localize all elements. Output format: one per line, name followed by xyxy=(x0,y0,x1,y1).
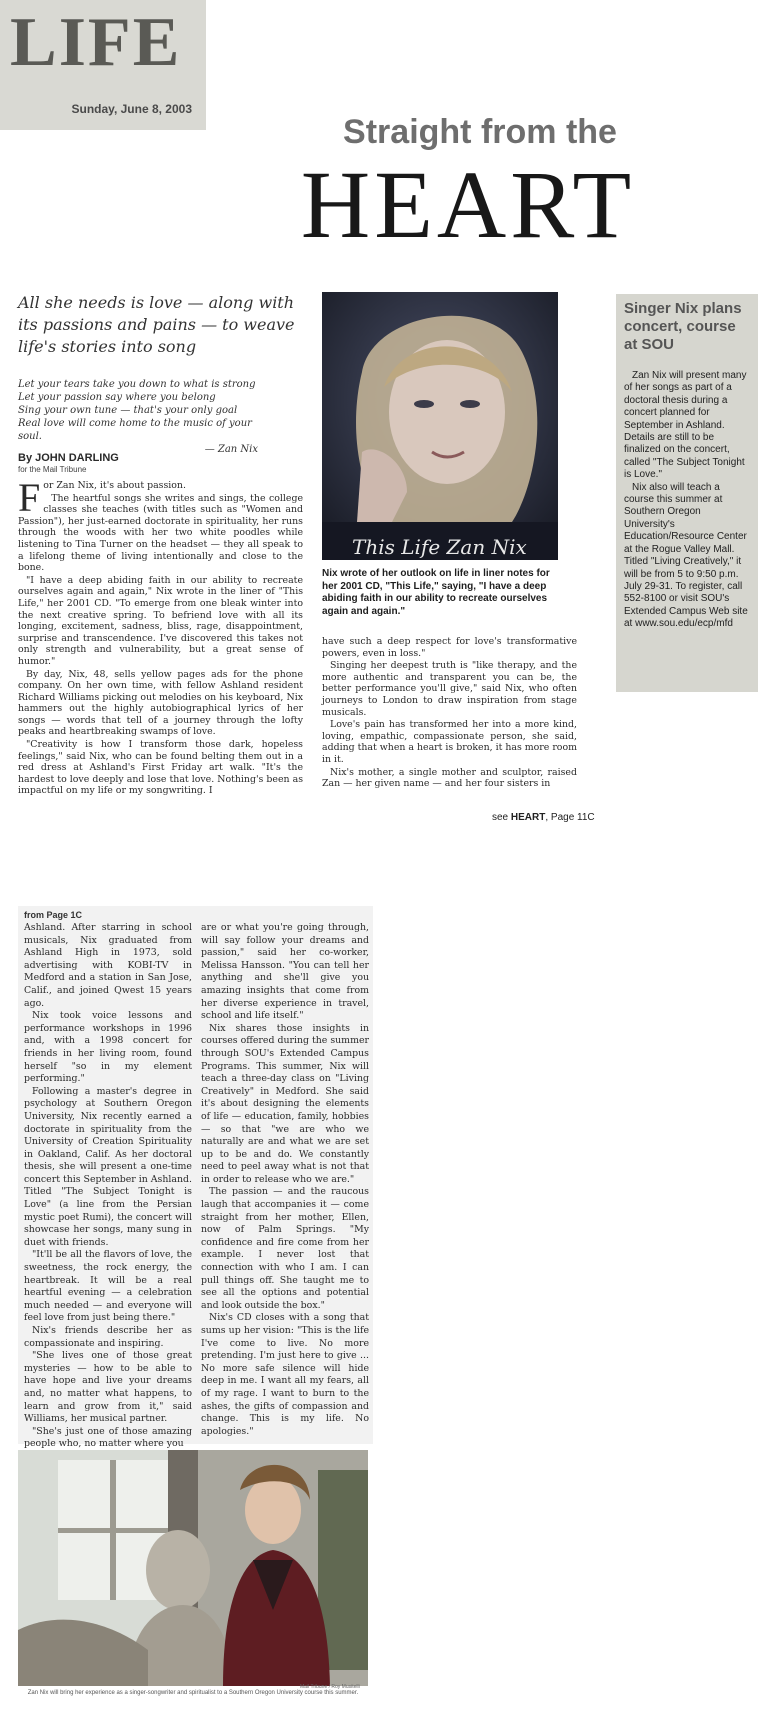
story-paragraph: "It'll be all the flavors of love, the sweetness, the rock energy, the heartbreak. It will be a real heartful evening — a celebration much needed — and everyone will feel love from just being there." xyxy=(24,1249,192,1324)
publication-date: Sunday, June 8, 2003 xyxy=(71,102,192,116)
story-paragraph: "Creativity is how I transform those dark, hopeless feelings," said Nix, who can be found belting them out in a red dress at Ashland's First Friday art walk. "It's the hardest to love deeply and lose that love. Nothing's been as impactful on my life or my songwriting. I xyxy=(18,739,303,797)
section-masthead xyxy=(0,0,206,130)
story-paragraph: Love's pain has transformed her into a more kind, loving, empathic, compassionate person, she said, adding that when a heart is broken, it has more room in it. xyxy=(322,719,577,765)
poem-line: Real love will come home to the music of your soul. xyxy=(18,418,252,442)
story-paragraph: "I have a deep abiding faith in our ability to recreate ourselves again and again," Nix wrote in the liner of "This Life," her 2001 CD. "To emerge from one bleak winter into the next creative spring. To befriend love with all its longing, excitement, sadness, bliss, rage, disappointment, surprise and transcendence. I've discovered this takes not only strength and vulnerability, but a great sense of humor." xyxy=(18,574,303,667)
sidebar-headline: Singer Nix plans concert, course at SOU xyxy=(624,300,742,353)
story-paragraph: Following a master's degree in psychology at Southern Oregon University, Nix recently earned a doctorate in spirituality from the University of Creation Spirituality in Oakland, Calif. As her doctoral thesis, she will present a one-time concert this September in Ashland. Titled "The Subject Tonight is Love" (a line from the Persian mystic poet Rumi), the concert will showcase her songs, many sung in duet with friends. xyxy=(24,1085,192,1248)
sidebar-box xyxy=(616,294,758,692)
photo-caption: Zan Nix will bring her experience as a singer-songwriter and spiritualist to a Southern Oregon University course this summer. xyxy=(27,1690,359,1696)
story-paragraph: "She lives one of those great mysteries — how to be able to have hope and live your dreams and, no matter what happens, to learn and grow from it," said Williams, her musical partner. xyxy=(24,1350,192,1425)
drop-cap: F xyxy=(18,475,41,520)
story-paragraph: For Zan Nix, it's about passion. xyxy=(18,475,186,520)
cd-title-overlay: This Life Zan Nix xyxy=(352,535,527,559)
story-paragraph: Nix shares those insights in courses offered during the summer through SOU's Extended Campus Programs. This summer, Nix will teach a three-day class on "Living Creatively" in Medford. She said it's about designing the elements of life — education, family, hobbies — so that "we are who we naturally are and what we are set up to be and do. We constantly need to peel away what is not that in order to release who we are." xyxy=(201,1022,369,1185)
studio-illustration xyxy=(18,1450,368,1686)
byline-author: By JOHN DARLING xyxy=(18,452,119,464)
story-column-2 xyxy=(322,636,577,791)
story-paragraph: By day, Nix, 48, sells yellow pages ads for the phone company. On her own time, with fellow Ashland resident Richard Williams picking out melodies on his keyboard, Nix hammers out the highly autobiographical lyrics of her songs — words that tell of a journey through the lofty peaks and heartbreaking swamps of love. xyxy=(18,668,303,738)
headline-main: HEART xyxy=(300,151,636,258)
story-paragraph: are or what you're going through, will say follow your dreams and passion," said her co-worker, Melissa Hansson. "You can tell her anything and she'll give you amazing insights that come from her diverse experience in travel, school and life itself." xyxy=(201,922,369,1022)
headline-kicker: Straight from the xyxy=(343,113,617,151)
story-paragraph: The heartful songs she writes and sings, the college classes she teaches (with titles such as "Women and Passion"), her just-earned doctorate in spirituality, her runs through the woods with her two white poodles while listening to Tina Turner on the headset — they all speak to a lifelong theme of living intentionally and close to the bone. xyxy=(18,492,303,574)
story-paragraph: Nix's friends describe her as compassionate and inspiring. xyxy=(24,1325,192,1349)
story-paragraph: have such a deep respect for love's transformative powers, even in loss." xyxy=(322,636,577,659)
continuation-clipping xyxy=(18,906,373,1450)
sidebar-body xyxy=(624,370,752,631)
story-paragraph: Nix's CD closes with a song that sums up her vision: "This is the life I've come to live. No more pretending. I'm just here to give ... No more safe silence will hide deep in me. I want all my fears, all of my rage. I want to burn to the ashes, the gifts of compassion and change. This is my life. No apologies." xyxy=(201,1312,369,1437)
poem-line: Let your passion say where you belong xyxy=(18,392,216,403)
continuation-column-b xyxy=(201,922,369,1438)
photo-credit: Mail Tribune / Roy Musitelli xyxy=(300,1684,360,1690)
sidebar-paragraph: Nix also will teach a course this summer at Southern Oregon University's Education/Resource Center at the Rogue Valley Mall. Titled "Living Creatively," it will be from 5 to 9:50 p.m. July 29-31. To register, call 552-8100 or visit SOU's Extended Campus Web site at www.sou.edu/ecp/mfd xyxy=(624,481,748,630)
story-paragraph: The passion — and the raucous laugh that accompanies it — come straight from her mother, Ellen, now of Palm Springs. "My confidence and fire come from her example. I never lost that connection with who I am. I can pull things off. She taught me to see all the options and potential and look outside the box." xyxy=(201,1186,369,1311)
story-paragraph: Singing her deepest truth is "like therapy, and the more authentic and transparent you can be, the better performance you'll give," said Nix, who often journeys to London to draw inspiration from stage musicals. xyxy=(322,660,577,718)
deck: All she needs is love — along with its passions and pains — to weave life's stories into song xyxy=(18,293,295,356)
byline-outlet: for the Mail Tribune xyxy=(18,465,87,474)
epigraph-poem xyxy=(18,378,258,456)
portrait-illustration xyxy=(322,292,558,560)
sidebar-paragraph: Zan Nix will present many of her songs as part of a doctoral thesis during a concert planned for September in Ashland. Details are still to be finalized on the concert, called "The Subject Tonight is Love." xyxy=(624,370,747,481)
story-paragraph: "She's just one of those amazing people who, no matter where you xyxy=(24,1425,192,1450)
story-column-1 xyxy=(18,475,303,798)
poem-attribution: — Zan Nix xyxy=(204,444,258,455)
studio-photo xyxy=(18,1450,368,1686)
story-paragraph: Nix took voice lessons and performance workshops in 1996 and, with a 1998 concert for friends in her living room, found herself "so in my element performing." xyxy=(24,1010,192,1085)
story-paragraph: Nix's mother, a single mother and sculptor, raised Zan — her given name — and her four sisters in xyxy=(322,766,577,790)
jump-keyword: HEART xyxy=(510,812,546,823)
story-paragraph: Ashland. After starring in school musicals, Nix graduated from Ashland High in 1973, sold advertising with KOBI-TV in Medford and a station in San Jose, Calif., and joined Qwest 15 years ago. xyxy=(24,922,192,1009)
poem-line: Sing your own tune — that's your only goal xyxy=(18,405,238,416)
section-title: LIFE xyxy=(10,4,182,81)
continued-from-label: from Page 1C xyxy=(24,910,83,920)
cd-cover-photo xyxy=(322,292,558,560)
continuation-column-a xyxy=(24,922,192,1451)
photo-caption: Nix wrote of her outlook on life in liner notes for her 2001 CD, "This Life," saying, "I have a deep abiding faith in our ability to recreate ourselves again and again." xyxy=(322,568,550,617)
poem-line: Let your tears take you down to what is strong xyxy=(18,379,256,390)
jump-line: see HEART, Page 11C xyxy=(492,812,595,823)
